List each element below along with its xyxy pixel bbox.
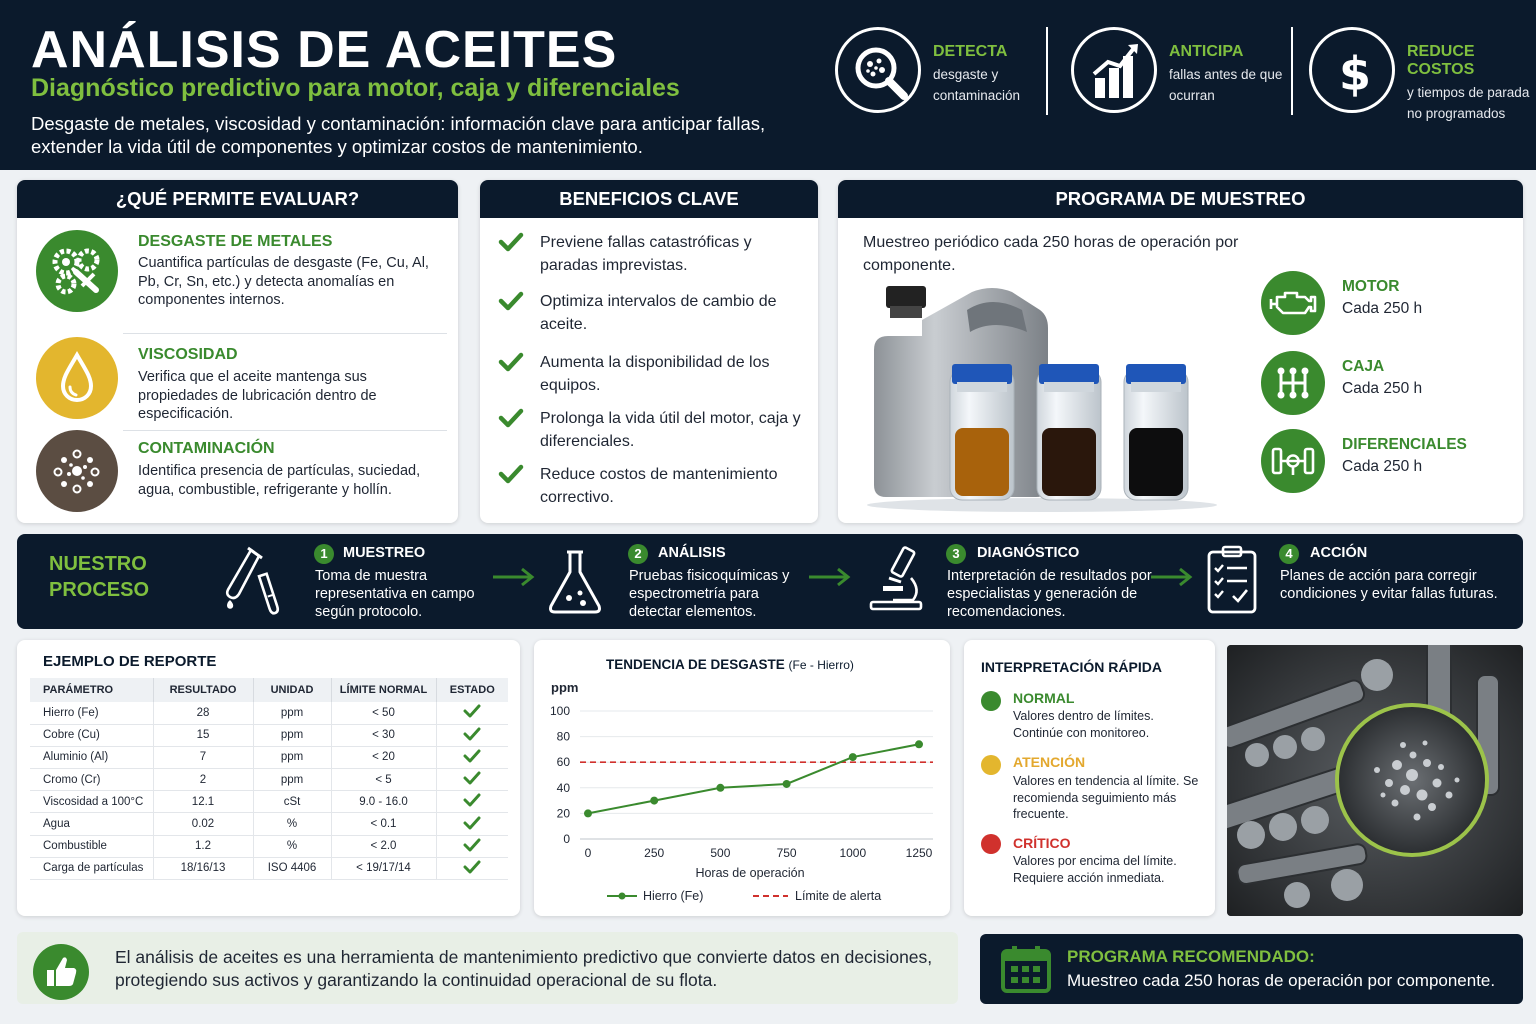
table-cell: 28 <box>153 702 253 724</box>
status-dot-normal <box>981 691 1001 711</box>
benefits-panel <box>480 180 818 523</box>
checkmark-icon <box>498 231 524 253</box>
step-number: 4 <box>1279 544 1299 564</box>
step-number: 2 <box>628 544 648 564</box>
series-line-hierro <box>588 744 919 813</box>
microscope-icon <box>863 544 929 616</box>
svg-text:$: $ <box>1338 47 1372 101</box>
step-title: ACCIÓN <box>1310 545 1368 561</box>
evaluate-item-desc: Cuantifica partículas de desgaste (Fe, Cu, Al, Pb, Cr, Sn, etc.) y detecta anomalías en componentes internos. <box>138 255 429 308</box>
data-point <box>783 780 791 788</box>
status-check-icon <box>436 791 508 813</box>
table-cell: < 50 <box>331 702 436 724</box>
y-tick-label: 60 <box>556 755 570 770</box>
x-tick-label: 500 <box>710 846 731 860</box>
status-check-icon <box>436 724 508 746</box>
table-cell: Viscosidad a 100°C <box>30 791 153 813</box>
status-desc: Valores en tendencia al límite. Se recomienda seguimiento más frecuente. <box>1013 774 1199 821</box>
gearbox-icon <box>1261 351 1325 415</box>
table-row <box>30 724 508 746</box>
table-cell: ppm <box>253 746 331 768</box>
y-tick-label: 80 <box>556 729 570 744</box>
dollar-icon <box>1309 27 1395 113</box>
status-check-icon <box>436 769 508 791</box>
process-title: NUESTRO PROCESO <box>49 553 150 601</box>
feature-label: ANTICIPA <box>1169 43 1244 60</box>
benefits-panel-title: BENEFICIOS CLAVE <box>480 180 818 218</box>
benefit-text: Optimiza intervalos de cambio de aceite. <box>540 293 777 333</box>
bar-chart-icon <box>1071 27 1157 113</box>
flask-icon <box>543 546 607 616</box>
benefit-text: Reduce costos de mantenimiento correctivo. <box>540 466 778 506</box>
table-row <box>30 857 508 879</box>
status-dot-atencion <box>981 755 1001 775</box>
footer-summary <box>17 932 958 1004</box>
table-row <box>30 702 508 724</box>
step-title: DIAGNÓSTICO <box>977 545 1080 561</box>
sampling-item-caja <box>1261 351 1511 415</box>
footer-recommended-program <box>980 934 1523 1004</box>
sampling-intro: Muestreo periódico cada 250 horas de operación por componente. <box>863 234 1239 274</box>
engine-illustration <box>1227 645 1523 916</box>
evaluate-panel-title: ¿QUÉ PERMITE EVALUAR? <box>17 180 458 218</box>
sampling-item-title: DIFERENCIALES <box>1342 436 1467 453</box>
status-title: CRÍTICO <box>1013 835 1071 851</box>
evaluate-item-title: VISCOSIDAD <box>138 346 238 363</box>
page-title: ANÁLISIS DE ACEITES <box>31 21 618 79</box>
table-cell: Cobre (Cu) <box>30 724 153 746</box>
status-desc: Valores dentro de límites. Continúe con monitoreo. <box>1013 709 1154 740</box>
table-cell: 12.1 <box>153 791 253 813</box>
x-tick-label: 1000 <box>839 846 867 860</box>
status-check-icon <box>436 702 508 724</box>
data-point <box>584 809 592 817</box>
status-check-icon <box>436 857 508 879</box>
feature-desc: y tiempos de parada no programados <box>1407 85 1530 121</box>
sampling-item-interval: Cada 250 h <box>1342 380 1423 397</box>
table-cell: cSt <box>253 791 331 813</box>
table-cell: 0.02 <box>153 813 253 835</box>
particles-icon <box>36 430 118 512</box>
chart-canvas <box>534 640 950 916</box>
sampling-item-title: CAJA <box>1342 358 1385 375</box>
checklist-icon <box>1203 544 1263 616</box>
column-header: RESULTADO <box>153 678 253 702</box>
engine-icon <box>1261 271 1325 335</box>
header-feature-reduce <box>1309 27 1534 121</box>
evaluate-item-title: CONTAMINACIÓN <box>138 440 275 457</box>
wear-trend-chart <box>534 640 950 916</box>
table-cell: 15 <box>153 724 253 746</box>
header-divider <box>1291 27 1293 115</box>
checkmark-icon <box>498 351 524 373</box>
status-dot-critico <box>981 834 1001 854</box>
magnifier-icon <box>835 27 921 113</box>
table-cell: ppm <box>253 769 331 791</box>
table-cell: 9.0 - 16.0 <box>331 791 436 813</box>
footer-program-text: Muestreo cada 250 horas de operación por componente. <box>1067 971 1496 990</box>
oil-drop-icon <box>36 337 118 419</box>
step-title: ANÁLISIS <box>658 545 726 561</box>
table-cell: ISO 4406 <box>253 857 331 879</box>
header-feature-anticipa <box>1071 27 1286 117</box>
sampling-panel-title: PROGRAMA DE MUESTREO <box>838 180 1523 218</box>
process-bar <box>17 534 1523 629</box>
x-tick-label: 0 <box>584 846 592 860</box>
oil-samples-illustration <box>862 280 1232 515</box>
benefit-text: Prolonga la vida útil del motor, caja y diferenciales. <box>540 410 801 450</box>
calendar-icon <box>1000 943 1052 995</box>
table-cell: 2 <box>153 769 253 791</box>
checkmark-icon <box>498 407 524 429</box>
report-title: EJEMPLO DE REPORTE <box>43 653 217 670</box>
column-header: UNIDAD <box>253 678 331 702</box>
table-row <box>30 769 508 791</box>
feature-desc: desgaste y contaminación <box>933 67 1021 103</box>
arrow-right-icon <box>1149 562 1195 592</box>
x-tick-label: 1250 <box>905 846 933 860</box>
interpretation-title: INTERPRETACIÓN RÁPIDA <box>981 659 1162 675</box>
x-tick-label: 250 <box>644 846 665 860</box>
gears-icon <box>36 230 118 312</box>
y-axis-label: ppm <box>551 680 579 695</box>
sampling-item-title: MOTOR <box>1342 278 1400 295</box>
y-tick-label: 40 <box>556 780 570 795</box>
x-tick-label: 750 <box>776 846 797 860</box>
feature-desc: fallas antes de que ocurran <box>1169 67 1283 103</box>
column-header: ESTADO <box>436 678 508 702</box>
divider <box>123 333 447 334</box>
chart-title: TENDENCIA DE DESGASTE (Fe - Hierro) <box>606 657 854 672</box>
table-cell: 18/16/13 <box>153 857 253 879</box>
status-title: ATENCIÓN <box>1013 754 1086 770</box>
evaluate-item-desc: Identifica presencia de partículas, suciedad, agua, combustible, refrigerante y hollín. <box>138 463 421 498</box>
status-title: NORMAL <box>1013 690 1075 706</box>
table-cell: Cromo (Cr) <box>30 769 153 791</box>
axle-icon <box>1261 429 1325 493</box>
report-panel <box>17 640 520 916</box>
table-cell: % <box>253 835 331 857</box>
header-divider <box>1046 27 1048 115</box>
benefit-text: Aumenta la disponibilidad de los equipos. <box>540 354 770 394</box>
thumbs-up-icon <box>33 944 89 1000</box>
y-tick-label: 100 <box>549 704 570 718</box>
sampling-item-motor <box>1261 271 1511 335</box>
arrow-right-icon <box>807 562 853 592</box>
table-cell: ppm <box>253 702 331 724</box>
column-header: LÍMITE NORMAL <box>331 678 436 702</box>
sampling-item-interval: Cada 250 h <box>1342 458 1423 475</box>
chart-legend <box>607 889 881 903</box>
step-number: 3 <box>946 544 966 564</box>
status-check-icon <box>436 813 508 835</box>
step-desc: Toma de muestra representativa en campo según protocolo. <box>315 568 475 620</box>
page-description: Desgaste de metales, viscosidad y contaminación: información clave para anticipar fallas, extender la vida útil de componentes y optimizar costos de mantenimiento. <box>31 113 766 157</box>
table-cell: < 0.1 <box>331 813 436 835</box>
table-cell: % <box>253 813 331 835</box>
checkmark-icon <box>498 463 524 485</box>
table-row <box>30 813 508 835</box>
table-cell: < 20 <box>331 746 436 768</box>
arrow-right-icon <box>491 562 537 592</box>
table-cell: < 2.0 <box>331 835 436 857</box>
step-desc: Pruebas fisicoquímicas y espectrometría para detectar elementos. <box>629 568 790 620</box>
table-cell: < 5 <box>331 769 436 791</box>
table-cell: Carga de partículas <box>30 857 153 879</box>
table-row <box>30 746 508 768</box>
data-point <box>915 740 923 748</box>
table-cell: ppm <box>253 724 331 746</box>
header-feature-detecta <box>835 27 1045 117</box>
status-check-icon <box>436 835 508 857</box>
checkmark-icon <box>498 290 524 312</box>
sampling-item-interval: Cada 250 h <box>1342 300 1423 317</box>
table-header-row <box>30 678 508 702</box>
footer-summary-text: El análisis de aceites es una herramienta de mantenimiento predictivo que convierte datos en decisiones, protegiendo sus activos y garantizando la continuidad operacional de su flota. <box>115 947 933 990</box>
table-row <box>30 835 508 857</box>
evaluate-item-title: DESGASTE DE METALES <box>138 233 333 250</box>
footer-program-title: PROGRAMA RECOMENDADO: <box>1067 947 1315 966</box>
sampling-item-diferenciales <box>1261 429 1511 493</box>
x-axis-label: Horas de operación <box>695 866 805 880</box>
table-cell: Aluminio (Al) <box>30 746 153 768</box>
data-point <box>650 797 658 805</box>
column-header: PARÁMETRO <box>30 678 153 702</box>
step-desc: Interpretación de resultados por especialistas y generación de recomendaciones. <box>947 568 1152 620</box>
table-cell: 7 <box>153 746 253 768</box>
report-table <box>30 678 508 880</box>
evaluate-panel <box>17 180 458 523</box>
data-point <box>716 784 724 792</box>
legend-label-hierro: Hierro (Fe) <box>643 889 704 903</box>
y-tick-label: 0 <box>563 832 570 846</box>
status-check-icon <box>436 746 508 768</box>
engine-wear-photo <box>1227 645 1523 916</box>
table-cell: < 30 <box>331 724 436 746</box>
status-desc: Valores por encima del límite. Requiere acción inmediata. <box>1013 854 1177 885</box>
legend-marker <box>619 893 626 900</box>
table-cell: Combustible <box>30 835 153 857</box>
table-cell: < 19/17/14 <box>331 857 436 879</box>
step-desc: Planes de acción para corregir condiciones y evitar fallas futuras. <box>1280 568 1498 602</box>
sampling-panel <box>838 180 1523 523</box>
table-row <box>30 791 508 813</box>
table-cell: 1.2 <box>153 835 253 857</box>
evaluate-item-desc: Verifica que el aceite mantenga sus propiedades de lubricación dentro de especificación. <box>138 369 377 422</box>
table-cell: Agua <box>30 813 153 835</box>
divider <box>123 430 447 431</box>
step-number: 1 <box>314 544 334 564</box>
benefit-text: Previene fallas catastróficas y paradas imprevistas. <box>540 234 752 274</box>
data-point <box>849 753 857 761</box>
y-tick-label: 20 <box>556 806 570 821</box>
interpretation-panel <box>964 640 1215 916</box>
page-subtitle: Diagnóstico predictivo para motor, caja y diferenciales <box>31 74 680 102</box>
feature-label: DETECTA <box>933 43 1008 60</box>
table-cell: Hierro (Fe) <box>30 702 153 724</box>
step-title: MUESTREO <box>343 545 426 561</box>
feature-label: REDUCE COSTOS <box>1407 43 1475 78</box>
test-tubes-icon <box>217 544 297 616</box>
legend-label-alerta: Límite de alerta <box>795 889 882 903</box>
